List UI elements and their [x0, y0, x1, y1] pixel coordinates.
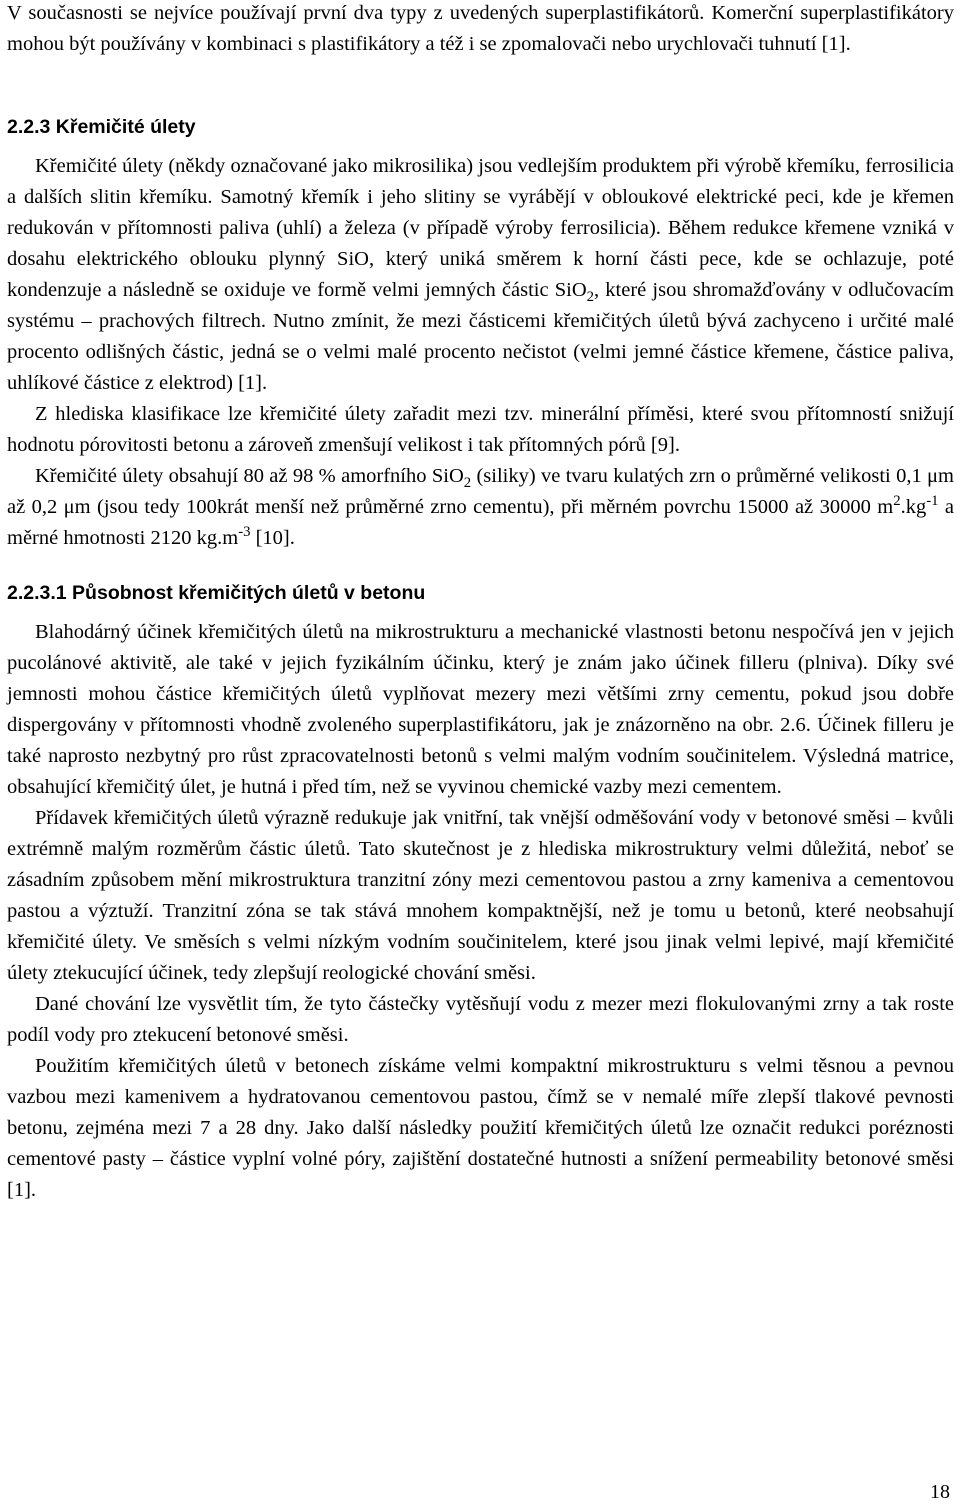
paragraph-silica-fume-origin: [7, 151, 954, 399]
paragraph-text: [10].: [250, 527, 295, 549]
paragraph-text: , které jsou shromažďovány v odlučovacím systému – prachových filtrech. Nutno zmínit, že mezi částicemi křemičitých úletů bývá zachyceno i určité malé procento odlišných částic, jedná se o velmi malé procento nečistot (velmi jemné částice křemene, částice paliva, uhlíkové částice z elektrod) [1].: [7, 279, 955, 394]
superscript: -1: [926, 492, 939, 509]
paragraph-microstructure-benefits: Použitím křemičitých úletů v betonech získáme velmi kompaktní mikrostrukturu s velmi těsnou a pevnou vazbou mezi kamenivem a hydratovanou cementovou pastou, čímž se v nemalé míře zlepší tlakové pevnosti betonu, zejména mezi 7 a 28 dny. Jako další následky použití křemičitých úletů lze označit redukci poréznosti cementové pasty – částice vyplní volné póry, zajištění dostatečné hutnosti a snížení permeability betonové směsi [1].: [7, 1055, 954, 1201]
superscript: 2: [893, 492, 901, 509]
section-heading-2-2-3: 2.2.3 Křemičité úlety: [7, 116, 196, 138]
section-heading-2-2-3-1: 2.2.3.1 Působnost křemičitých úletů v betonu: [7, 582, 426, 604]
page-number: 18: [930, 1481, 950, 1503]
paragraph-text: Křemičité úlety (někdy označované jako mikrosilika) jsou vedlejším produktem při výrobě křemíku, ferrosilicia a dalších slitin křemíku. Samotný křemík i jeho slitiny se vyrábějí v obloukové elektrické peci, kde je křemen redukován v přítomnosti paliva (uhlí) a železa (v případě výroby ferrosilicia). Během redukce křemene vzniká v dosahu elektrického oblouku plynný SiO, který uniká směrem k horní části pece, kde se ochlazuje, poté kondenzuje a následně se oxiduje ve formě velmi jemných částic SiO: [7, 155, 954, 301]
paragraph-text: (siliky) ve tvaru kulatých zrn o průměrné velikosti 0,1 μm až 0,2 μm (jsou tedy 100krát menší než průměrné zrno cementu), při měrném povrchu 15000 až 30000 m: [7, 465, 954, 518]
paragraph-text: .kg: [900, 496, 927, 518]
paragraph-filler-effect: Blahodárný účinek křemičitých úletů na mikrostrukturu a mechanické vlastnosti betonu nespočívá jen v jejich pucolánové aktivitě, ale také v jejich fyzikálním účinku, který je znám jako účinek filleru (plniva). Díky své jemnosti mohou částice křemičitých úletů vyplňovat mezery mezi většími zrny cementu, pokud jsou dobře dispergovány v přítomnosti vhodně zvoleného superplastifikátoru, jak je znázorněno na obr. 2.6. Účinek filleru je také naprosto nezbytný pro růst zpracovatelnosti betonů s velmi malým vodním součinitelem. Výsledná matrice, obsahující křemičitý úlet, je hutná i před tím, než se vyvinou chemické vazby mezi cementem.: [7, 621, 954, 798]
paragraph-classification: Z hlediska klasifikace lze křemičité úlety zařadit mezi tzv. minerální příměsi, které svou přítomností snižují hodnotu pórovitosti betonu a zároveň zmenšují velikost i tak přítomných pórů [9].: [7, 403, 954, 456]
subscript: 2: [463, 475, 472, 492]
paragraph-text: a měrné hmotnosti 2120 kg.m: [7, 496, 954, 549]
paragraph-text: Křemičité úlety obsahují 80 až 98 % amorfního SiO: [35, 465, 464, 487]
paragraph-behaviour-explanation: Dané chování lze vysvětlit tím, že tyto částečky vytěsňují vodu z mezer mezi flokulovanými zrny a tak roste podíl vody pro ztekucení betonové směsi.: [7, 993, 954, 1046]
superscript: -3: [238, 523, 251, 540]
document-page: [7, 0, 954, 1206]
subscript: 2: [586, 289, 594, 306]
intro-paragraph: V současnosti se nejvíce používají první dva typy z uvedených superplastifikátorů. Komerční superplastifikátory mohou být používány v kombinaci s plastifikátory a též i se zpomalovači nebo urychlovači tuhnutí [1].: [7, 2, 954, 55]
paragraph-composition: [7, 461, 954, 554]
paragraph-bleeding-reduction: Přídavek křemičitých úletů výrazně redukuje jak vnitřní, tak vnější odměšování vody v betonové směsi – kvůli extrémně malým rozměrům částic úletů. Tato skutečnost je z hlediska mikrostruktury velmi důležitá, neboť se zásadním způsobem mění mikrostruktura tranzitní zóny mezi cementovou pastou a zrny kameniva a cementovou pastou a výztuží. Tranzitní zóna se tak stává mnohem kompaktnější, než je tomu u betonů, které neobsahují křemičité úlety. Ve směsích s velmi nízkým vodním součinitelem, které jsou jinak velmi lepivé, mají křemičité úlety ztekucující účinek, tedy zlepšují reologické chování směsi.: [7, 807, 954, 984]
